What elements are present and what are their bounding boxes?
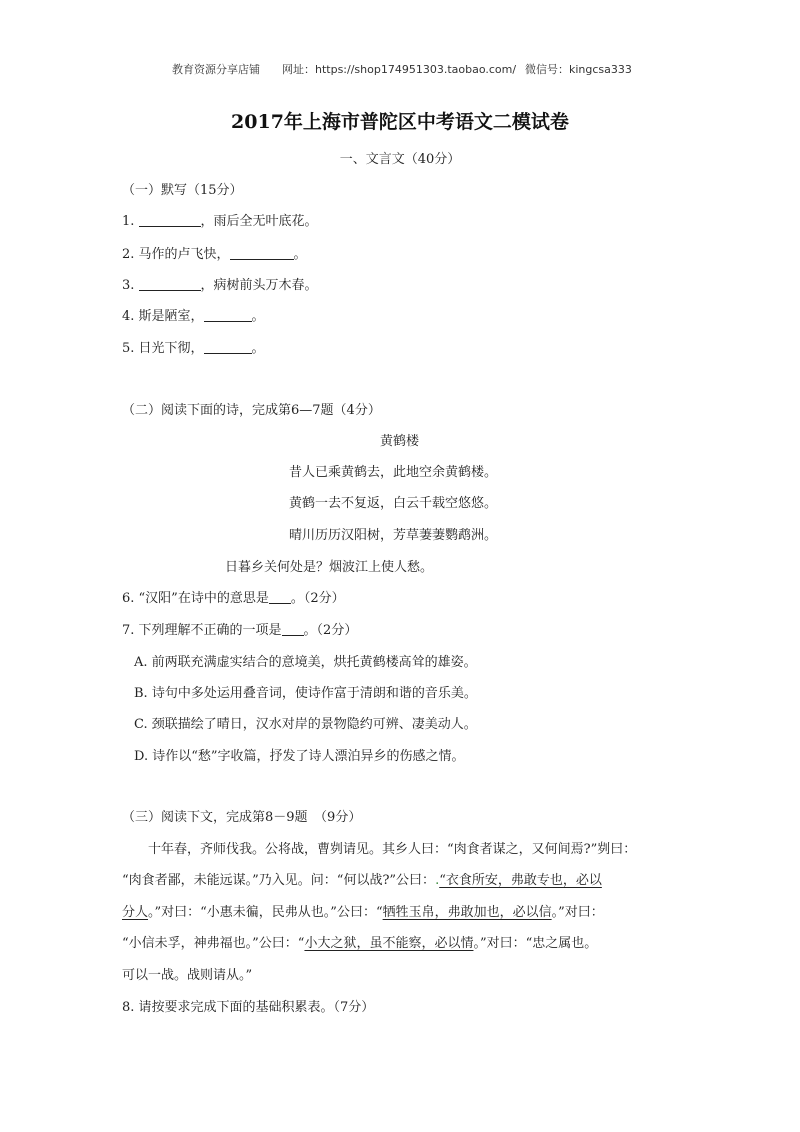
passage-underline-3: 小大之狱，虽不能察，必以情 [304, 936, 474, 951]
passage-underline-2: 牺牲玉帛，弗敢加也，必以信 [382, 905, 552, 920]
q5-blank[interactable] [204, 340, 252, 354]
q6-text-after: 。（2分） [290, 591, 345, 606]
passage-line-2a: “肉食者鄙，未能远谋。”乃入见。问：“何以战?”公曰： [122, 873, 436, 888]
q4-text-after: 。 [251, 309, 265, 324]
poem-line-1: 昔人已乘黄鹤去，此地空余黄鹤楼。 [289, 465, 498, 480]
q4-blank[interactable] [204, 308, 252, 322]
page-title: 2017年上海市普陀区中考语文二模试卷 [231, 111, 569, 133]
q4-text-before: 4. 斯是陋室， [122, 309, 204, 324]
q2-text-before: 2. 马作的卢飞快， [122, 247, 230, 262]
q1-number: 1. [122, 214, 135, 229]
passage-line-3b: 。”对曰：“小惠未徧，民弗从也。”公曰：“ [148, 905, 383, 920]
q6-blank[interactable] [269, 590, 291, 604]
question-7 [122, 619, 357, 638]
header-wechat: 微信号：kingcsa333 [525, 63, 632, 76]
q1-text: ，雨后全无叶底花。 [200, 214, 318, 229]
passage-line-4 [122, 932, 597, 951]
passage-line-2 [122, 869, 602, 888]
passage-dot-mark: . [435, 873, 440, 888]
question-6 [122, 587, 345, 606]
q3-number: 3. [122, 278, 135, 293]
q7-blank[interactable] [282, 622, 304, 636]
q6-text-before: 6. “汉阳”在诗中的意思是 [122, 591, 269, 606]
q2-text-after: 。 [293, 247, 307, 262]
q3-text: ，病树前头万木春。 [200, 278, 318, 293]
passage-underline-1a: “衣食所安，弗敢专也，必以 [439, 873, 602, 888]
passage-line-4c: 。”对曰：“忠之属也。 [473, 936, 598, 951]
option-c: C. 颈联描绘了晴日，汉水对岸的景物隐约可辨、凄美动人。 [134, 717, 477, 732]
poem-line-2: 黄鹤一去不复返，白云千载空悠悠。 [289, 496, 498, 511]
question-2 [122, 243, 307, 262]
q3-blank[interactable] [139, 277, 201, 291]
passage-line-3d: 。”对曰： [551, 905, 604, 920]
header-shop: 教育资源分享店铺 [172, 63, 260, 76]
q1-blank[interactable] [139, 213, 201, 227]
section2-heading: （二）阅读下面的诗，完成第6—7题（4分） [122, 403, 381, 418]
passage-line-4a: “小信未孚，神弗福也。”公曰：“ [122, 936, 305, 951]
poem-title: 黄鹤楼 [380, 434, 420, 449]
passage-line-3 [122, 901, 604, 920]
passage-line-1: 十年春，齐师伐我。公将战，曹刿请见。其乡人曰：“肉食者谋之，又何间焉?”刿曰： [148, 842, 637, 857]
option-a: A. 前两联充满虚实结合的意境美，烘托黄鹤楼高耸的雄姿。 [134, 655, 477, 670]
option-d: D. 诗作以“愁”字收篇，抒发了诗人漂泊异乡的伤感之情。 [134, 749, 465, 764]
question-4 [122, 305, 265, 324]
passage-underline-1b: 分人 [122, 905, 149, 920]
q5-text-before: 5. 日光下彻， [122, 341, 204, 356]
question-1 [122, 210, 318, 229]
q2-blank[interactable] [230, 246, 294, 260]
q7-text-after: 。（2分） [303, 623, 358, 638]
passage-line-5: 可以一战。战则请从。” [122, 968, 253, 983]
part-heading: 一、文言文（40分） [339, 152, 461, 167]
q7-text-before: 7. 下列理解不正确的一项是 [122, 623, 282, 638]
option-b: B. 诗句中多处运用叠音词，使诗作富于清朗和谐的音乐美。 [134, 686, 477, 701]
poem-line-4: 日暮乡关何处是？烟波江上使人愁。 [225, 560, 434, 575]
section1-heading: （一）默写（15分） [122, 183, 243, 198]
section3-heading: （三）阅读下文，完成第8－9题 （9分） [122, 810, 362, 825]
question-5 [122, 337, 265, 356]
header-url[interactable]: 网址：https://shop174951303.taobao.com/ [282, 63, 517, 76]
poem-line-3: 晴川历历汉阳树，芳草萋萋鹦鹉洲。 [289, 528, 498, 543]
q5-text-after: 。 [251, 341, 265, 356]
question-8: 8. 请按要求完成下面的基础积累表。（7分） [122, 1000, 375, 1015]
question-3 [122, 274, 318, 293]
